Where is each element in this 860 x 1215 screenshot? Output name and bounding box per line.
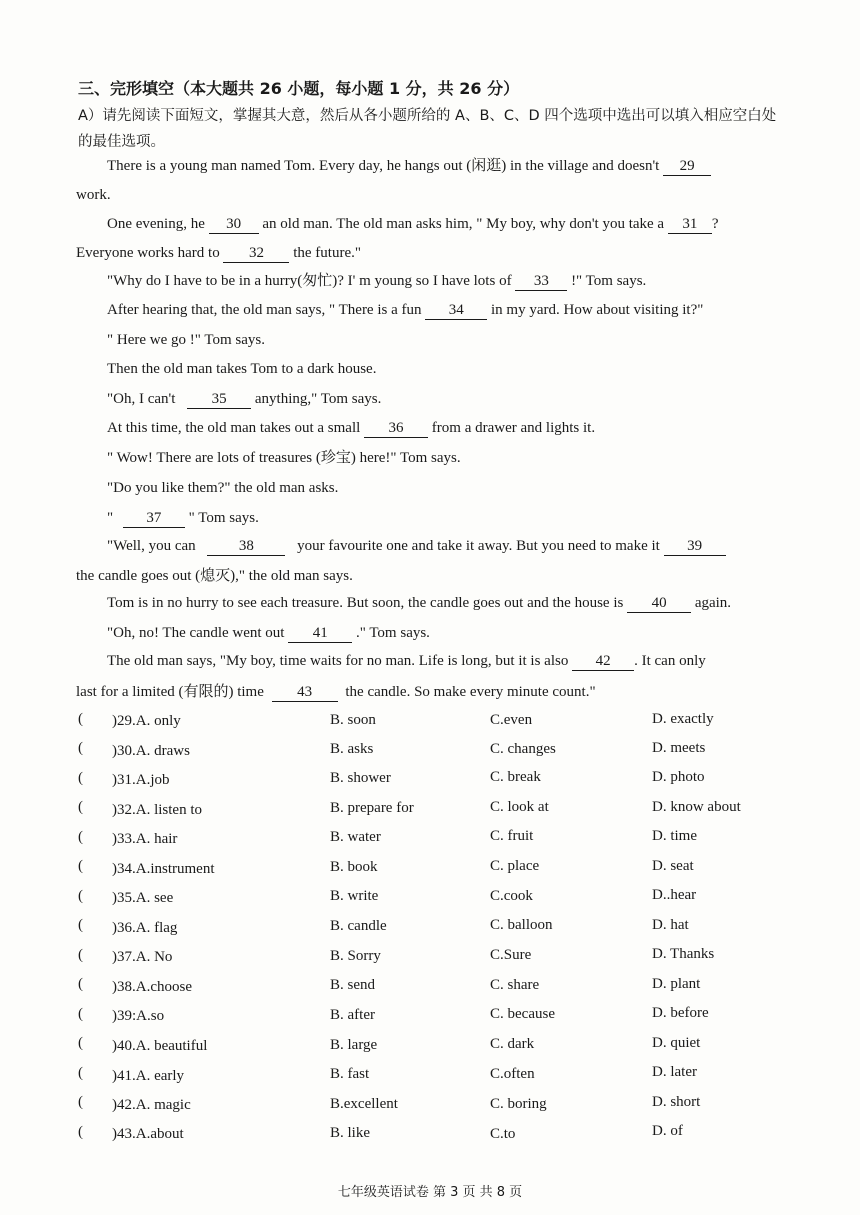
option-b: B. asks [330, 741, 374, 757]
option-b: B. candle [330, 918, 387, 934]
option-c: C. break [490, 769, 541, 785]
blank-33: 33 [515, 273, 567, 291]
option-d: D. plant [652, 976, 701, 992]
passage-line: "Do you like them?" the old man asks. [107, 480, 339, 496]
option-c: C.cook [490, 888, 533, 904]
answer-blank[interactable]: ( [78, 799, 83, 815]
option-b: B. shower [330, 770, 391, 786]
option-d: D. later [652, 1064, 697, 1080]
blank-37: 37 [123, 510, 185, 528]
option-b: B.excellent [330, 1096, 398, 1112]
passage-line: Tom is in no hurry to see each treasure. But soon, the candle goes out and the house is 40 again. [107, 595, 732, 611]
page-footer: 七年级英语试卷 第 3 页 共 8 页 [337, 1185, 523, 1200]
option-b: B. fast [330, 1066, 370, 1082]
option-c: C.even [490, 712, 533, 728]
blank-40: 40 [627, 595, 691, 613]
blank-42: 42 [572, 653, 634, 671]
option-b: B. write [330, 888, 379, 904]
option-c: C. balloon [490, 917, 553, 933]
option-b: B. book [330, 859, 378, 875]
blank-36: 36 [364, 420, 428, 438]
passage-line: "Well, you can 38 your favourite one and take it away. But you need to make it 39 [107, 536, 726, 556]
option-a: )41.A. early [112, 1068, 185, 1084]
answer-blank[interactable]: ( [78, 1065, 83, 1081]
option-d: D. time [652, 828, 697, 844]
option-b: B. prepare for [330, 800, 414, 816]
option-c: C. boring [490, 1096, 547, 1112]
answer-blank[interactable]: ( [78, 770, 83, 786]
option-d: D. short [652, 1094, 701, 1110]
passage-line: Then the old man takes Tom to a dark house. [107, 361, 377, 377]
option-a: )33.A. hair [112, 831, 178, 847]
option-a: )31.A.job [112, 772, 170, 788]
passage-line: "Oh, I can't 35 anything," Tom says. [107, 391, 382, 407]
blank-29: 29 [663, 158, 711, 176]
option-a: )36.A. flag [112, 920, 178, 936]
option-a: )43.A.about [112, 1126, 184, 1142]
blank-35: 35 [187, 391, 251, 409]
option-a: )42.A. magic [112, 1097, 191, 1113]
option-c: C. place [490, 858, 540, 874]
option-d: D. meets [652, 740, 706, 756]
option-b: B. water [330, 829, 381, 845]
passage-line: At this time, the old man takes out a small 36 from a drawer and lights it. [107, 420, 596, 436]
blank-34: 34 [425, 302, 487, 320]
passage-line: One evening, he 30 an old man. The old man asks him, " My boy, why don't you take a 31 ? [107, 216, 719, 232]
option-c: C. look at [490, 799, 549, 815]
option-a: )29.A. only [112, 713, 181, 729]
option-d: D. exactly [652, 711, 714, 727]
option-c: C. changes [490, 741, 556, 757]
answer-blank[interactable]: ( [78, 888, 83, 904]
option-a: )35.A. see [112, 890, 174, 906]
option-a: )30.A. draws [112, 743, 190, 759]
option-b: B. send [330, 977, 375, 993]
passage-line: " Wow! There are lots of treasures (珍宝) here!" Tom says. [107, 450, 461, 466]
option-b: B. like [330, 1125, 370, 1141]
passage-line: " Here we go !" Tom says. [107, 332, 265, 348]
answer-blank[interactable]: ( [78, 1006, 83, 1022]
option-d: D. know about [652, 799, 741, 815]
option-d: D. Thanks [652, 946, 715, 962]
option-b: B. large [330, 1037, 378, 1053]
option-a: )32.A. listen to [112, 802, 202, 818]
blank-38: 38 [207, 538, 285, 556]
option-d: D. before [652, 1005, 709, 1021]
passage-line: last for a limited (有限的) time 43 the candle. So make every minute count." [76, 684, 596, 700]
blank-30: 30 [209, 216, 259, 234]
option-c: C.Sure [490, 947, 532, 963]
blank-31: 31 [668, 216, 712, 234]
answer-blank[interactable]: ( [78, 976, 83, 992]
option-c: C. because [490, 1006, 555, 1022]
option-a: )39:A.so [112, 1008, 165, 1024]
option-c: C. share [490, 977, 540, 993]
answer-blank[interactable]: ( [78, 1094, 83, 1110]
passage-line: Everyone works hard to 32 the future." [76, 245, 361, 261]
answer-blank[interactable]: ( [78, 947, 83, 963]
answer-blank[interactable]: ( [78, 858, 83, 874]
section-title: 三、完形填空（本大题共 26 小题，每小题 1 分，共 26 分） [78, 79, 520, 98]
passage-line: work. [76, 187, 111, 203]
answer-blank[interactable]: ( [78, 917, 83, 933]
blank-32: 32 [223, 245, 289, 263]
option-a: )40.A. beautiful [112, 1038, 208, 1054]
option-c: C.to [490, 1126, 516, 1142]
passage-line: The old man says, "My boy, time waits for no man. Life is long, but it is also 42 . It can only [107, 653, 706, 669]
option-d: D. quiet [652, 1035, 701, 1051]
option-c: C. fruit [490, 828, 534, 844]
option-a: )34.A.instrument [112, 861, 215, 877]
answer-blank[interactable]: ( [78, 829, 83, 845]
blank-43: 43 [272, 684, 338, 702]
option-c: C. dark [490, 1036, 535, 1052]
passage-line: "Why do I have to be in a hurry(匆忙)? I' m young so I have lots of 33 !" Tom says. [107, 273, 647, 289]
passage-line: "Oh, no! The candle went out 41 ." Tom says. [107, 625, 430, 641]
option-d: D. photo [652, 769, 705, 785]
blank-41: 41 [288, 625, 352, 643]
answer-blank[interactable]: ( [78, 1124, 83, 1140]
option-b: B. Sorry [330, 948, 381, 964]
option-d: D. hat [652, 917, 689, 933]
passage-line: There is a young man named Tom. Every day, he hangs out (闲逛) in the village and doesn't 29 [107, 156, 711, 176]
answer-blank[interactable]: ( [78, 711, 83, 727]
option-d: D..hear [652, 887, 697, 903]
passage-line: the candle goes out (熄灭)," the old man says. [76, 568, 353, 584]
instruction-text: A）请先阅读下面短文，掌握其大意，然后从各小题所给的 A、B、C、D 四个选项中选出可以填入相应空白处的最佳选项。 [78, 108, 777, 150]
option-c: C.often [490, 1066, 535, 1082]
option-d: D. of [652, 1123, 683, 1139]
option-d: D. seat [652, 858, 694, 874]
answer-blank[interactable]: ( [78, 740, 83, 756]
option-a: )38.A.choose [112, 979, 192, 995]
option-b: B. soon [330, 712, 376, 728]
option-a: )37.A. No [112, 949, 173, 965]
passage-line: " 37 " Tom says. [107, 510, 259, 526]
option-b: B. after [330, 1007, 375, 1023]
blank-39: 39 [664, 538, 726, 556]
passage-line: After hearing that, the old man says, " There is a fun 34 in my yard. How about visiting it?" [107, 302, 704, 318]
answer-blank[interactable]: ( [78, 1035, 83, 1051]
